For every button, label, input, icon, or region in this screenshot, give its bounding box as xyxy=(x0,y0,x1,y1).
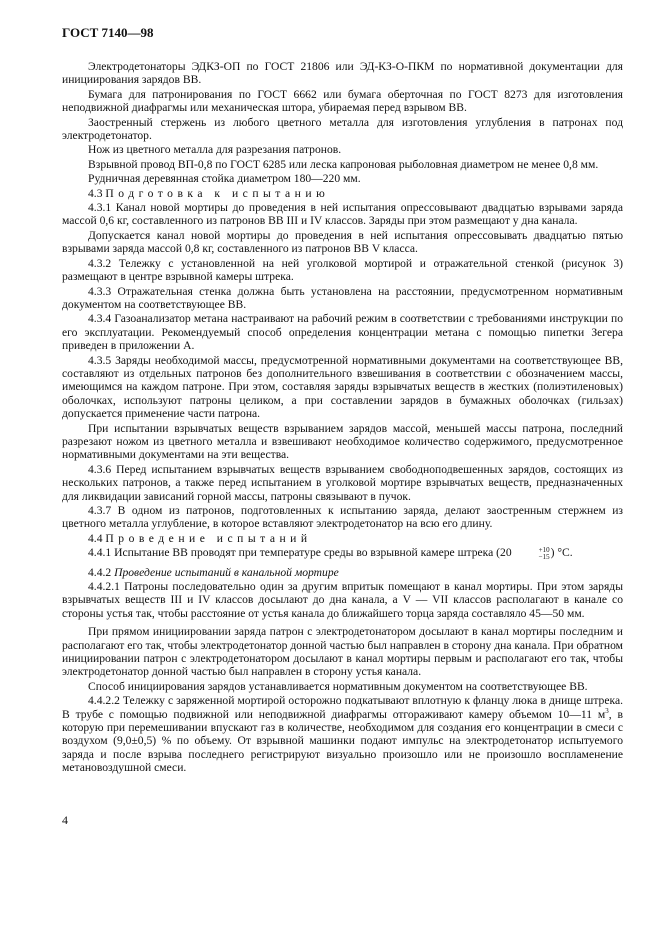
page-number: 4 xyxy=(62,813,68,827)
superscript: 3 xyxy=(605,706,609,715)
paragraph: Допускается канал новой мортиры до проведения в ней испытания опрессовывать двадцатью пятью взрывами заряда массой 0,8 кг, составленного из патронов ВВ V класса. xyxy=(62,228,623,256)
temperature-tolerance xyxy=(513,547,550,561)
paragraph: 4.3.6 Перед испытанием взрывчатых веществ взрыванием свободноподвешенных зарядов, состоящих из нескольких патронов, а также перед испытанием в уголковой мортире взрывчатых веществ, предназначенных для ликвидации зависаний горной массы, патроны связывают в пучок. xyxy=(62,462,623,503)
paragraph-text: , в которую при перемешивании впускают газ в количестве, необходимом для создания его концентрации в смеси с воздухом (9,0±0,5) % по объему. От взрывной машинки подают импульс на электродетонатор испытуемого заряда и после взрыва последнего регистрируют визуально произошло или не произошло воспламенение метановоздушной смеси. xyxy=(62,707,623,775)
paragraph: 4.3.3 Отражательная стенка должна быть установлена на расстоянии, предусмотренном нормативным документом на соответствующее ВВ. xyxy=(62,284,623,311)
paragraph: Заостренный стержень из любого цветного металла для изготовления углубления в патронах под электродетонатор. xyxy=(62,115,623,143)
paragraph: 4.4.2.1 Патроны последовательно один за другим впритык помещают в канал мортиры. При этом заряды взрывчатых веществ III и IV классов досылают до дна канала, а V — VII классов располагают в канале со стороны устья так, чтобы расстояние от устья канала до ближайшего торца заряда составляло 45—50 мм. xyxy=(62,579,623,620)
paragraph: 4.3.7 В одном из патронов, подготовленных к испытанию заряда, делают заостренным стержнем из цветного металла углубление, в которое вставляют электродетонатор на всю его длину. xyxy=(62,504,623,531)
paragraph: 4.3.2 Тележку с установленной на ней уголковой мортирой и отражательной стенкой (рисунок 3) размещают в центре взрывной камеры штрека. xyxy=(62,256,623,284)
paragraph-text: ) °C. xyxy=(550,546,573,560)
section-title: Проведение испытаний xyxy=(105,531,312,545)
paragraph: Нож из цветного металла для разрезания патронов. xyxy=(88,143,342,157)
paragraph: 4.3.5 Заряды необходимой массы, предусмотренной нормативными документами на соответствующее ВВ, составляют из отдельных патронов без дополнительного взвешивания в соответствии с обозначением массы, имеющимся на каждом патроне. При этом, составляя заряды взрывчатых веществ в жестких (полиэтиленовых) оболочках, используют патроны целиком, а при составлении зарядов в бумажных оболочках (гильзах) допускается применение части патрона. xyxy=(62,353,623,421)
section-heading-4-4 xyxy=(62,532,623,545)
section-title: Проведение испытаний в канальной мортире xyxy=(114,565,339,579)
paragraph: Электродетонаторы ЭДКЗ-ОП по ГОСТ 21806 или ЭД-КЗ-О-ПКМ по нормативной документации для инициирования зарядов ВВ. xyxy=(62,60,623,87)
tolerance-lower: −15 xyxy=(538,552,550,561)
paragraph: Рудничная деревянная стойка диаметром 180—220 мм. xyxy=(88,172,361,186)
paragraph: При прямом инициировании заряда патрон с электродетонатором досылают в канал мортиры последним и располагают его так, чтобы электродетонатор донной частью был направлен в сторону дна канала. При обратном инициировании патрон с электродетонатором досылают в канал мортиры первым и располагают его так, чтобы электродетонатор донной частью был направлен в сторону устья канала. xyxy=(62,625,623,679)
paragraph: При испытании взрывчатых веществ взрыванием зарядов массой, меньшей массы патрона, последний разрезают ножом из цветного металла и взвешивают необходимое количество содержимого, предусмотренное нормативными документами на эти вещества. xyxy=(62,421,623,462)
paragraph-4-4-1 xyxy=(62,546,623,560)
section-number: 4.4.2 xyxy=(88,565,112,579)
paragraph: Взрывной провод ВП-0,8 по ГОСТ 6285 или леска капроновая рыболовная диаметром не менее 0,8 мм. xyxy=(88,157,599,171)
paragraph-4-4-2-2 xyxy=(62,694,623,774)
tolerance-upper: +10 xyxy=(538,545,550,554)
section-number: 4.3 xyxy=(88,186,103,200)
section-title: Подготовка к испытанию xyxy=(105,186,330,200)
section-number: 4.4 xyxy=(88,531,103,545)
paragraph: 4.3.1 Канал новой мортиры до проведения в ней испытания опрессовывают двадцатью взрывами заряда массой 0,6 кг, составленного из патронов ВВ III и IV классов. Заряды при этом размещают у дна канала. xyxy=(62,201,623,228)
paragraph-text: 4.4.2.2 Тележку с заряженной мортирой осторожно подкатывают вплотную к фланцу люка в днище штрека. В трубе с помощью подвижной или неподвижной диафрагмы отгораживают камеру объемом 10—11 м xyxy=(62,694,623,721)
paragraph: 4.3.4 Газоанализатор метана настраивают на рабочий режим в соответствии с требованиями инструкции по его эксплуатации. Рекомендуемый способ определения концентрации метана с помощью пипетки Зегера приведен в приложении А. xyxy=(62,312,623,353)
document-body xyxy=(62,55,623,776)
document-header: ГОСТ 7140—98 xyxy=(62,25,154,40)
section-heading-4-3 xyxy=(62,187,623,200)
paragraph: Способ инициирования зарядов устанавливается нормативным документом на соответствующее ВВ. xyxy=(88,679,588,693)
section-heading-4-4-2 xyxy=(62,566,623,579)
paragraph-text: 4.4.1 Испытание ВВ проводят при температуре среды во взрывной камере штрека (20 xyxy=(88,546,512,560)
paragraph: Бумага для патронирования по ГОСТ 6662 или бумага оберточная по ГОСТ 8273 для изготовления неподвижной диафрагмы или механическая штора, убираемая перед взрывом ВВ. xyxy=(62,87,623,115)
